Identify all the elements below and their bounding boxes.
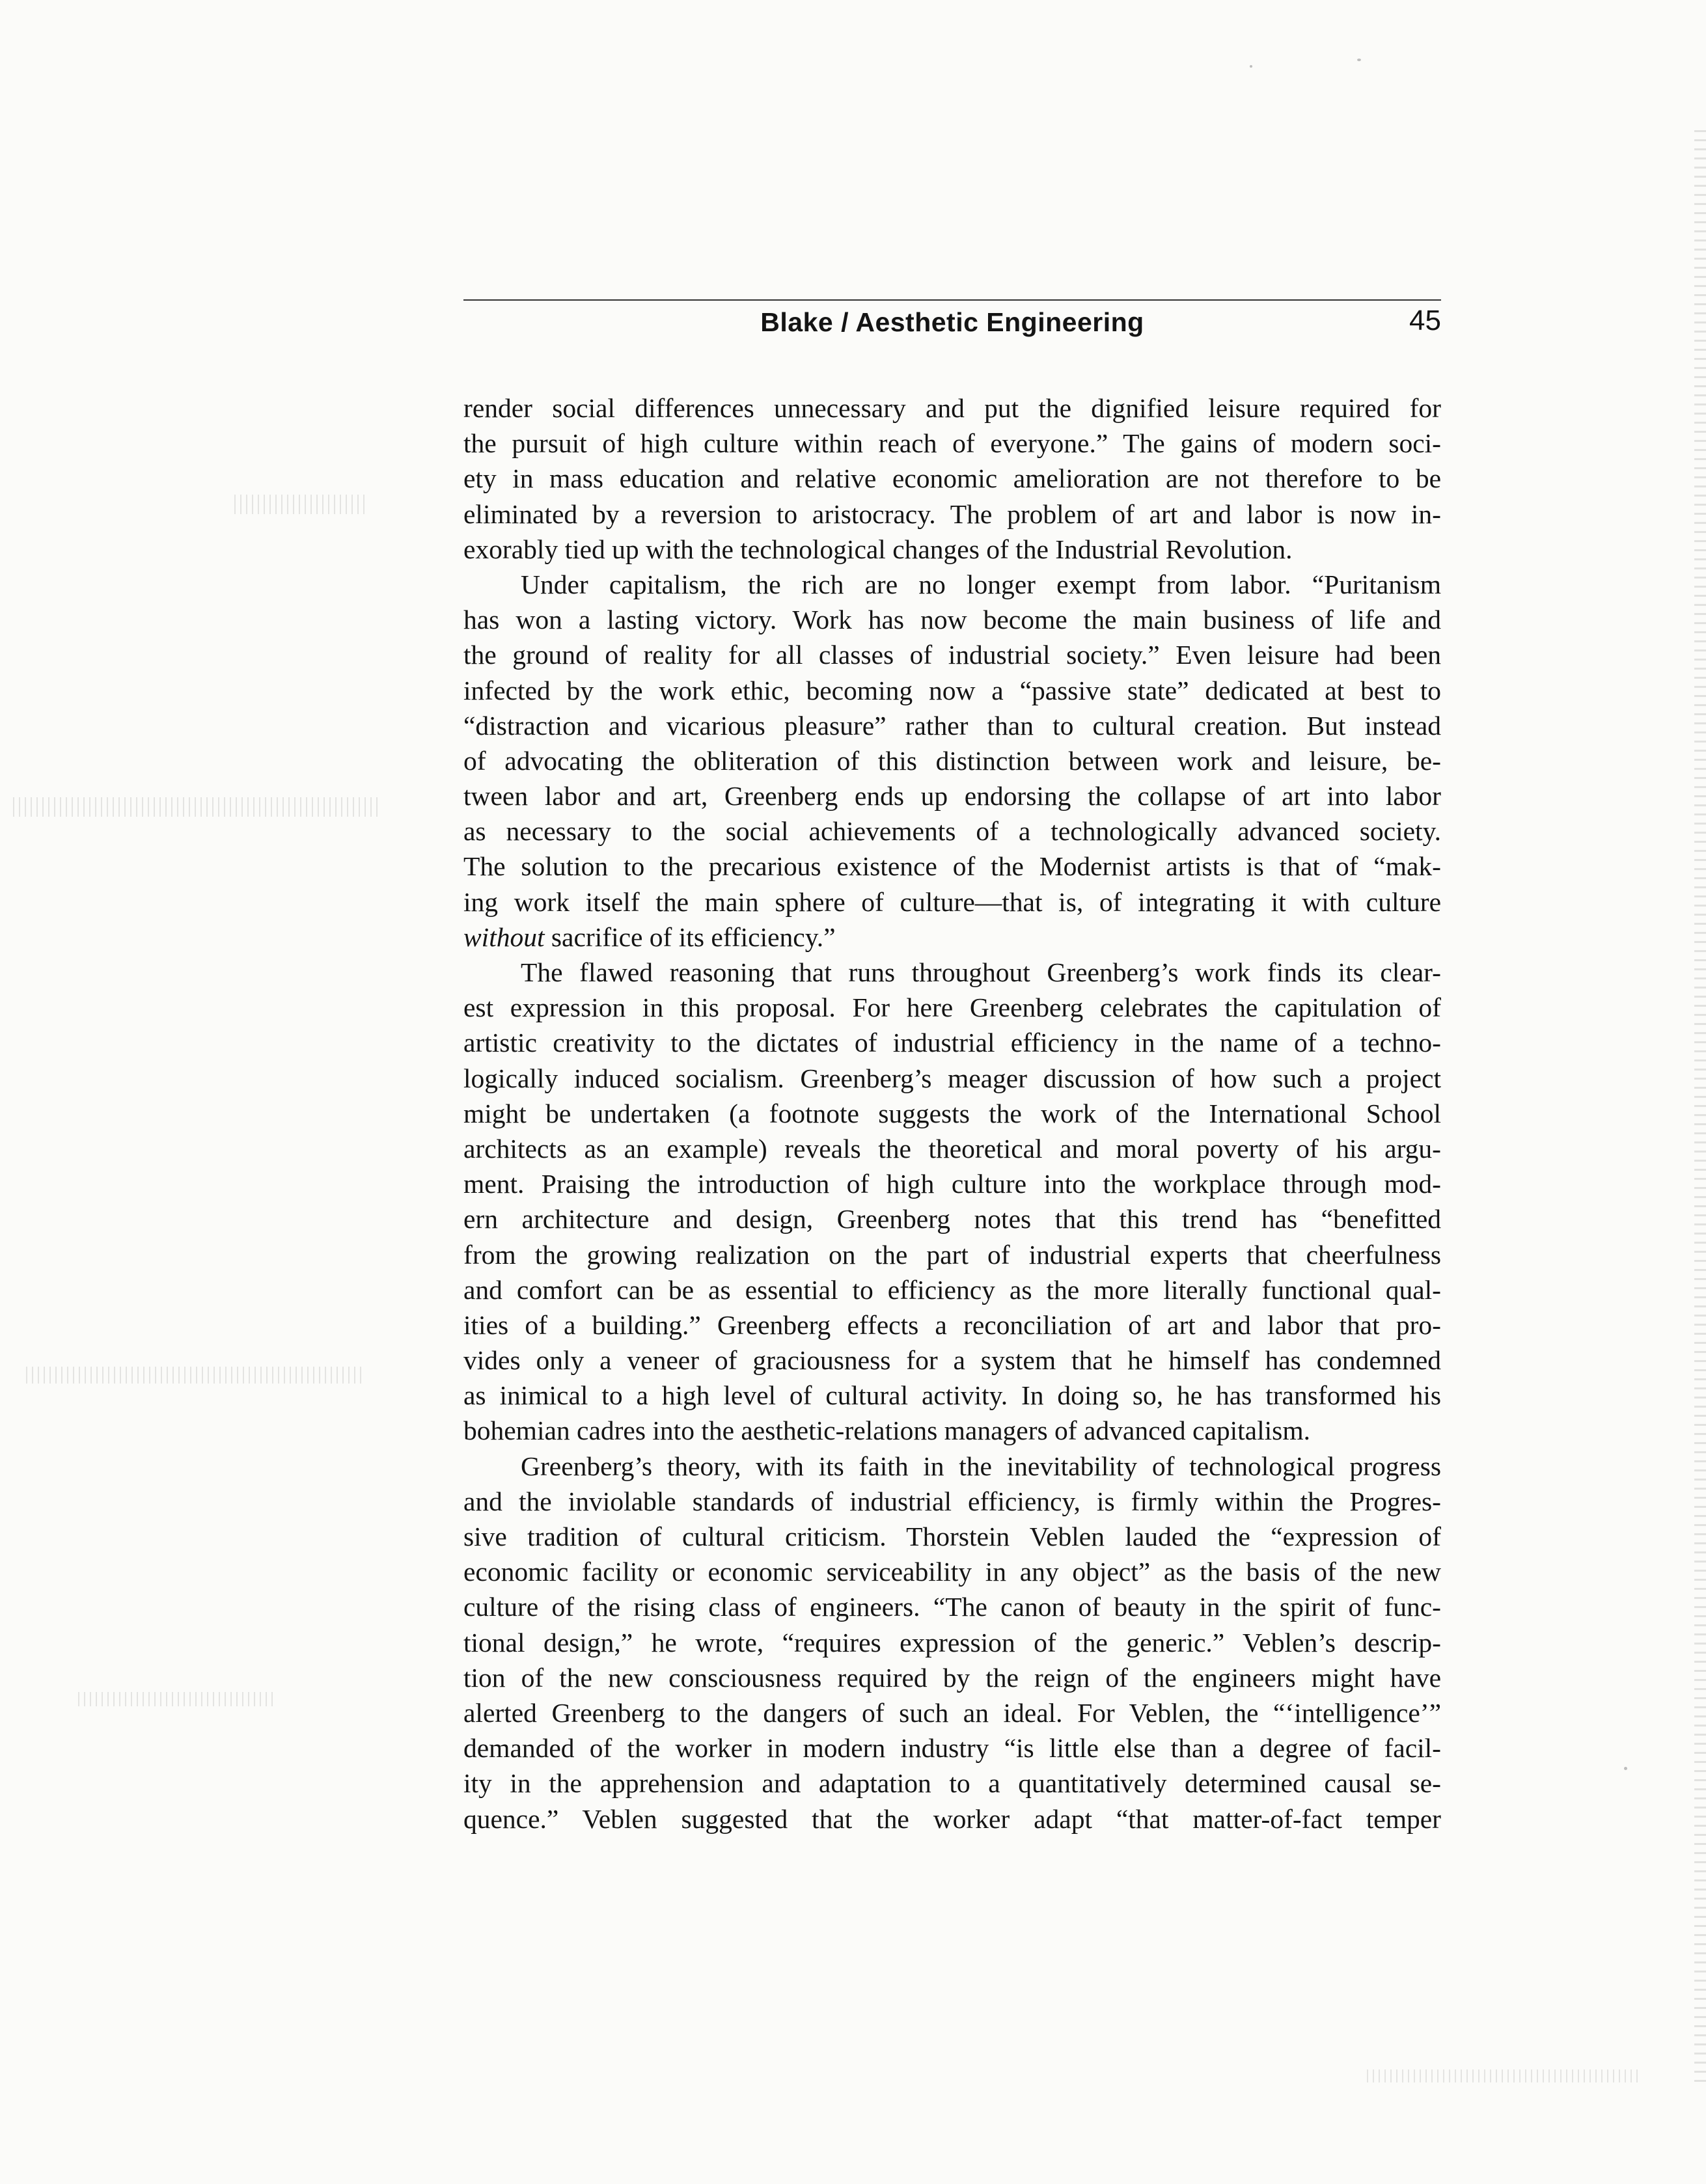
text-line: The solution to the precarious existence of the Modernist artists is that of “mak- [463,851,1441,882]
paragraph-first-line: Under capitalism, the rich are no longer exempt from labor. “Puritanism [521,569,1441,599]
paragraph-first-line: The flawed reasoning that runs throughout Greenberg’s work finds its clear- [521,957,1441,987]
text-line: demanded of the worker in modern industry “is little else than a degree of facil- [463,1733,1441,1764]
scan-noise [234,495,365,514]
text-line: of advocating the obliteration of this distinction between work and leisure, be- [463,745,1441,776]
text-line: architects as an example) reveals the theoretical and moral poverty of his argu- [463,1133,1441,1164]
body-text [463,390,1441,1872]
text-line: as inimical to a high level of cultural activity. In doing so, he has transformed his [463,1380,1441,1411]
text-line: and comfort can be as essential to efficiency as the more literally functional qual- [463,1274,1441,1305]
text-line: infected by the work ethic, becoming now a “passive state” dedicated at best to [463,675,1441,705]
text-line: logically induced socialism. Greenberg’s meager discussion of how such a project [463,1063,1441,1093]
text-line: might be undertaken (a footnote suggests the work of the International School [463,1098,1441,1128]
scan-noise [78,1692,273,1706]
text-line: and the inviolable standards of industrial efficiency, is firmly within the Progres- [463,1486,1441,1516]
text-line: quence.” Veblen suggested that the worker adapt “that matter-of-fact temper [463,1803,1441,1834]
text-line: ety in mass education and relative economic amelioration are not therefore to be [463,463,1441,494]
text-line: est expression in this proposal. For here Greenberg celebrates the capitulation of [463,992,1441,1023]
text-line: “distraction and vicarious pleasure” rather than to cultural creation. But instead [463,710,1441,741]
scan-speck [1357,59,1361,61]
text-span: sacrifice of its efficiency.” [551,921,836,952]
text-line: has won a lasting victory. Work has now become the main business of life and [463,605,1441,635]
text-line: from the growing realization on the part of industrial experts that cheerfulness [463,1239,1441,1270]
italic-word: without [463,921,545,952]
text-line: ment. Praising the introduction of high culture into the workplace through mod- [463,1169,1441,1199]
text-line: ity in the apprehension and adaptation to a quantitatively determined causal se- [463,1768,1441,1799]
text-line: tween labor and art, Greenberg ends up endorsing the collapse of art into labor [463,781,1441,812]
scan-edge-shadow [1694,130,1706,2082]
scan-noise [1367,2069,1640,2082]
scan-speck [1250,65,1252,68]
text-line: ities of a building.” Greenberg effects a reconciliation of art and labor that pro- [463,1309,1441,1340]
page-header [463,299,1441,342]
text-line: render social differences unnecessary and put the dignified leisure required for [463,393,1441,423]
text-line: alerted Greenberg to the dangers of such an ideal. For Veblen, the “‘intelligence’” [463,1697,1441,1728]
scan-noise [26,1367,365,1384]
text-line: the ground of reality for all classes of industrial society.” Even leisure had been [463,640,1441,670]
text-line: the pursuit of high culture within reach of everyone.” The gains of modern soci- [463,428,1441,459]
text-line: economic facility or economic serviceability in any object” as the basis of the new [463,1557,1441,1587]
text-line: ing work itself the main sphere of culture—that is, of integrating it with culture [463,886,1441,917]
text-line: culture of the rising class of engineers. “The canon of beauty in the spirit of func- [463,1592,1441,1622]
text-line [463,1836,1441,1872]
scan-speck [1624,1767,1627,1770]
text-line: ern architecture and design, Greenberg notes that this trend has “benefitted [463,1204,1441,1235]
text-line: artistic creativity to the dictates of industrial efficiency in the name of a techno- [463,1028,1441,1058]
page-number: 45 [1409,305,1441,336]
paragraph-first-line: Greenberg’s theory, with its faith in the inevitability of technological progress [521,1451,1441,1481]
text-line: exorably tied up with the technological changes of the Industrial Revolution. [463,534,1293,564]
text-line: sive tradition of cultural criticism. Thorstein Veblen lauded the “expression of [463,1522,1441,1551]
running-head: Blake / Aesthetic Engineering [760,307,1144,337]
text-line: as necessary to the social achievements of a technologically advanced society. [463,816,1441,847]
text-line: bohemian cadres into the aesthetic-relations managers of advanced capitalism. [463,1415,1310,1446]
text-line: tion of the new consciousness required by the reign of the engineers might have [463,1662,1441,1693]
text-line: vides only a veneer of graciousness for a system that he himself has condemned [463,1345,1441,1376]
text-line-with-italic [463,920,1441,955]
scan-noise [13,797,378,817]
text-line: tional design,” he wrote, “requires expression of the generic.” Veblen’s descrip- [463,1627,1441,1658]
text-line: eliminated by a reversion to aristocracy. The problem of art and labor is now in- [463,498,1441,529]
